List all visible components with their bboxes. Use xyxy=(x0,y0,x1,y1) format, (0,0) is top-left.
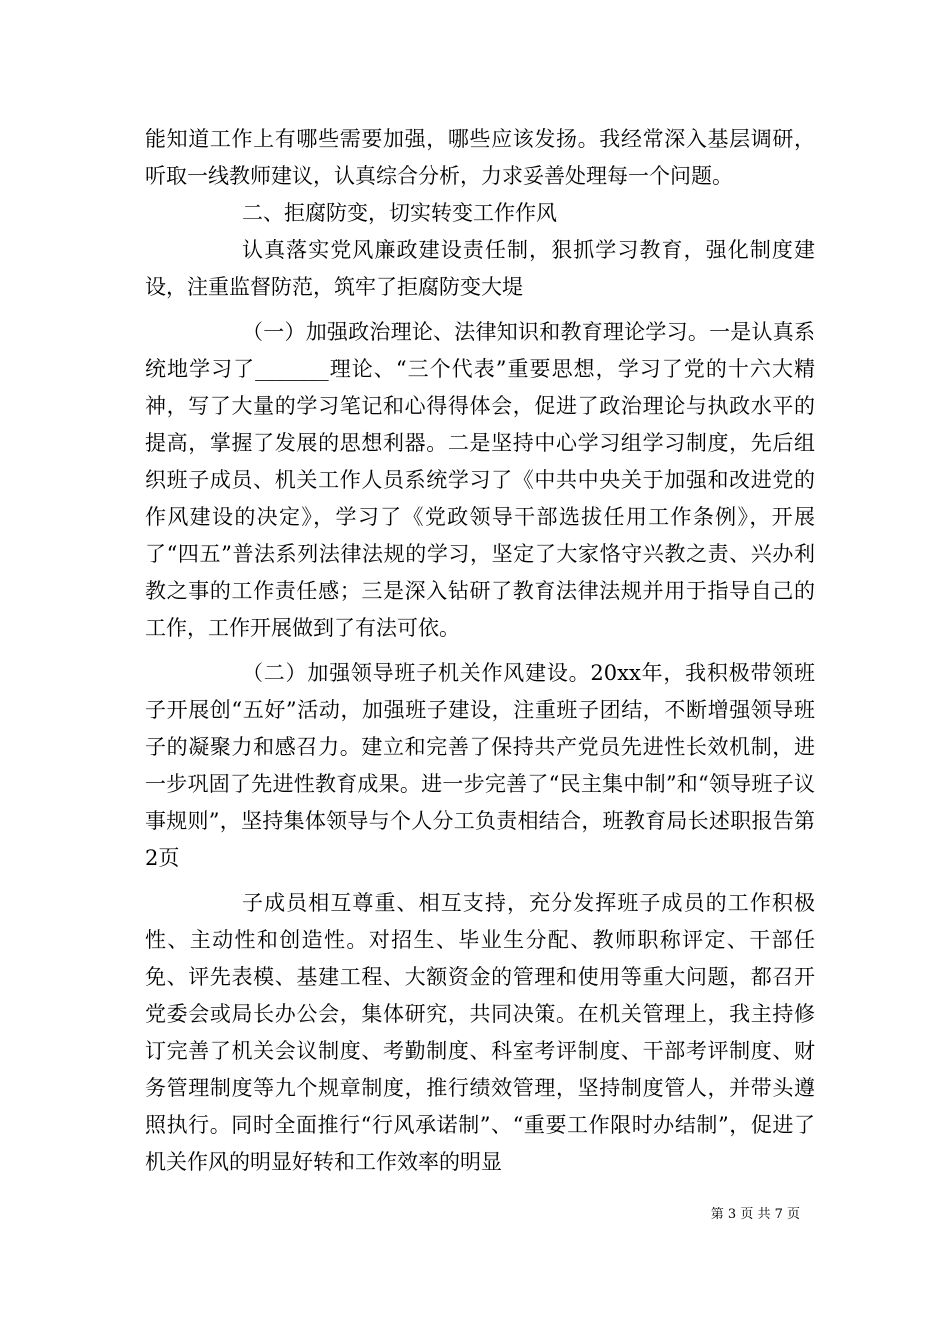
paragraph-subsection-two-continued: 子成员相互尊重、相互支持，充分发挥班子成员的工作积极性、主动性和创造性。对招生、毕业生分配、教师职称评定、干部任免、评先表模、基建工程、大额资金的管理和使用等重大问题，都召开党委会或局长办公会，集体研究，共同决策。在机关管理上，我主持修订完善了机关会议制度、考勤制度、科室考评制度、干部考评制度、财务管理制度等九个规章制度，推行绩效管理，坚持制度管人，并带头遵照执行。同时全面推行“行风承诺制”、“重要工作限时办结制”，促进了机关作风的明显好转和工作效率的明显 xyxy=(145,891,815,1174)
body-text xyxy=(145,121,815,1181)
paragraph-intro-continuation: 能知道工作上有哪些需要加强，哪些应该发扬。我经常深入基层调研，听取一线教师建议，认真综合分析，力求妥善处理每一个问题。 xyxy=(145,127,815,188)
paragraph-subsection-one: （一）加强政治理论、法律知识和教育理论学习。一是认真系统地学习了_______理论、“三个代表”重要思想，学习了党的十六大精神，写了大量的学习笔记和心得得体会，促进了政治理论与执政水平的提高，掌握了发展的思想利器。二是坚持中心学习组学习制度，先后组织班子成员、机关工作人员系统学习了《中共中央关于加强和改进党的作风建设的决定》，学习了《党政领导干部选拔任用工作条例》，开展了“四五”普法系列法律法规的学习，坚定了大家恪守兴教之责、兴办利教之事的工作责任感；三是深入钻研了教育法律法规并用于指导自己的工作，工作开展做到了有法可依。 xyxy=(145,320,815,640)
section-heading-two: 二、拒腐防变，切实转变工作作风 xyxy=(242,201,557,225)
page-number-footer: 第 3 页 共 7 页 xyxy=(710,1207,800,1222)
paragraph-subsection-two: （二）加强领导班子机关作风建设。20xx年，我积极带领班子开展创“五好”活动，加强班子建设，注重班子团结，不断增强领导班子的凝聚力和感召力。建立和完善了保持共产党员先进性长效机制，进一步巩固了先进性教育成果。进一步完善了“民主集中制”和“领导班子议事规则”，坚持集体领导与个人分工负责相结合，班教育局长述职报告第2页 xyxy=(145,661,815,870)
paragraph-section-two-intro: 认真落实党风廉政建设责任制，狠抓学习教育，强化制度建设，注重监督防范，筑牢了拒腐防变大堤 xyxy=(145,238,815,299)
